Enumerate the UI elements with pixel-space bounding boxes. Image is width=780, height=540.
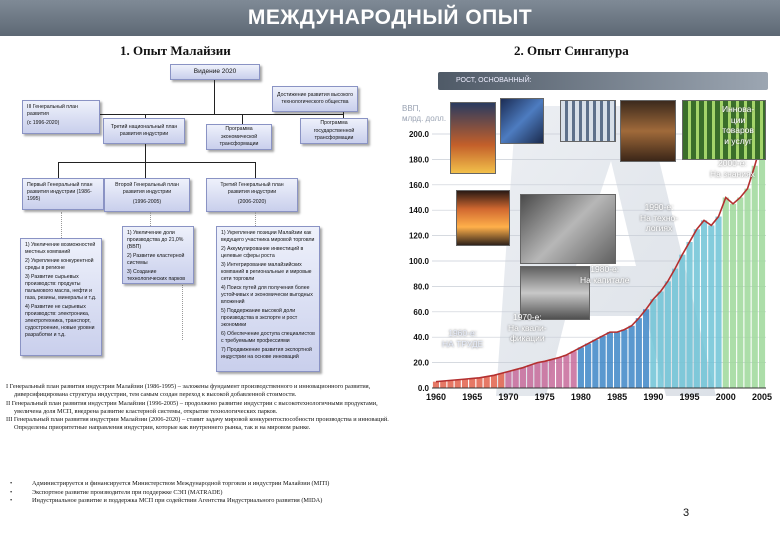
y-tick-label: 120.0 — [408, 231, 429, 241]
connector — [58, 162, 256, 163]
y-tick-label: 20.0 — [413, 358, 429, 368]
gdp-bar — [621, 330, 627, 388]
stage-line: фикации — [509, 333, 545, 344]
connector — [182, 280, 183, 340]
y-tick-label: 40.0 — [413, 333, 429, 343]
y-tick-label: 180.0 — [408, 155, 429, 165]
note-paragraph: I Генеральный план развития индустрии Малайзии (1986-1995) – заложены фундамент производственного и инновационного развития, диверсифицирована структура индустрии, тем самым создан переход к высокой добавленной стоимости. — [6, 383, 371, 399]
y-tick-label: 0.0 — [417, 384, 429, 393]
gdp-bar — [534, 363, 540, 388]
bullet-item: • Администрируется и финансируется Министерством Международной торговли и индустрии Малайзии (MITI) — [6, 480, 394, 488]
gdp-bar — [484, 377, 490, 388]
connector — [145, 162, 146, 178]
gp3-item: 3) Интегрирование малайзийских компаний в региональные и мировые сети торговли — [221, 262, 312, 283]
gdp-bar — [592, 340, 598, 388]
gdp-bar — [447, 380, 453, 388]
y-tick-label: 80.0 — [413, 282, 429, 292]
y-tick-label: 160.0 — [408, 180, 429, 190]
photo-technology — [500, 98, 544, 144]
gdp-bar — [614, 332, 620, 388]
bullet-item: • Экспортное развитие производителя при поддержке СЭП (MATRADE) — [6, 489, 394, 497]
connector — [255, 212, 256, 226]
note-paragraph: III Генеральный план развития индустрии Малайзии (2006-2020) – ставит задачу мировой конкурентоспособности производства и инноваций. Определены приоритетные направления индустрии, которые как внутреннего рынка, так и на мировом рынке. — [6, 416, 389, 432]
gdp-bar — [665, 281, 671, 388]
malaysia-notes — [6, 383, 394, 433]
plan-level-4-box — [300, 118, 368, 144]
gdp-bar — [701, 220, 707, 388]
x-tick-label: 1960 — [425, 392, 447, 402]
bullet-item: • Индустриальное развитие и поддержка МСП при содействии Агентства Индустриального развития (MIDA) — [6, 497, 394, 505]
plan-level-1-years: (с 1996-2020) — [27, 120, 60, 127]
stage-label-1990s — [640, 202, 678, 234]
y-tick-label: 200.0 — [408, 130, 429, 139]
gdp-bar — [578, 347, 584, 388]
y-tick-label: 100.0 — [408, 257, 429, 266]
gp3-item: 5) Поддержание высокой доли производства в экспорте и рост экономики — [221, 308, 298, 329]
stage-label-1960s — [442, 328, 483, 349]
gdp-bar — [715, 217, 721, 388]
photo-tech-lines — [560, 100, 616, 142]
x-tick-label: 1970 — [498, 392, 519, 402]
gdp-bar — [563, 355, 569, 388]
gdp-bar — [600, 336, 606, 388]
photo-factory — [520, 194, 616, 264]
singapore-section-title: 2. Опыт Сингапура — [514, 43, 629, 58]
gp3-label: Третий Генеральный план развития индустрии — [220, 182, 284, 196]
stage-line: ции — [730, 114, 746, 125]
stage-line: товаров — [722, 125, 754, 136]
x-tick-label: 1980 — [570, 392, 591, 402]
growth-banner: РОСТ, ОСНОВАННЫЙ: — [438, 72, 768, 90]
stage-line: На капитале — [580, 274, 630, 285]
gp3-item: 1) Укрепление позиции Малайзии как ведущего участника мировой торговли — [221, 230, 315, 244]
gp1-item: 2) Укрепление конкурентной среды в регионе — [25, 258, 94, 272]
gp1-item: 1) Увеличение возможностей местных компаний — [25, 242, 96, 256]
gdp-bar — [455, 380, 461, 388]
connector — [214, 80, 215, 114]
gdp-bar — [752, 166, 758, 388]
stage-line: и услуг — [724, 135, 753, 146]
gdp-bar — [730, 204, 736, 388]
gdp-bar — [549, 359, 555, 388]
stage-line: На знаниях — [710, 168, 755, 179]
stage-line: На техно- — [640, 212, 679, 223]
gp1-item: 3) Развитие сырьевых производств: продукты пальмового масла, нефти и газа, резины, минералы и т.д. — [25, 274, 97, 302]
gdp-bar — [636, 318, 642, 388]
malaysia-section-title: 1. Опыт Малайзии — [120, 43, 231, 58]
gdp-bar — [686, 242, 692, 388]
stage-label-2000s — [710, 158, 755, 179]
plan-level-3-label: Программа экономической трансформации — [219, 126, 259, 147]
gp1-label: Первый Генеральный план развития индустрии (1986-1995) — [27, 182, 93, 203]
y-tick-label: 60.0 — [413, 307, 429, 317]
plan-level-2-label: Третий национальный план развития индустрии — [110, 123, 178, 137]
gdp-bar — [694, 229, 700, 388]
connector — [58, 114, 344, 115]
stage-line: 1970-е: — [512, 312, 542, 322]
stage-line: Иннова- — [722, 104, 755, 114]
connector — [242, 114, 243, 124]
gdp-bar — [556, 358, 562, 388]
gp2-item: 3) Создание технологических парков — [127, 269, 186, 283]
gdp-bar — [527, 365, 533, 388]
stage-line: НА ТРУДЕ — [442, 338, 484, 349]
x-tick-label: 1975 — [534, 392, 555, 402]
gp2-years: (1996-2005) — [132, 198, 162, 205]
gdp-bar — [708, 225, 714, 388]
gdp-bar — [723, 198, 729, 389]
x-tick-label: 1995 — [679, 392, 700, 402]
stage-line: На квали- — [508, 322, 547, 333]
photo-industry — [450, 102, 496, 174]
photo-hall — [620, 100, 676, 162]
gdp-bar — [520, 368, 526, 388]
gp1-item: 4) Развитие не сырьевых производств: электроника, электротехника, транспорт, судостроение, новые уровни разработки и т.д. — [25, 304, 95, 339]
gp2-item: 1) Увеличение доли производства до 21,0% (ВВП) — [127, 230, 184, 251]
gp3-years: (2006-2020) — [237, 198, 267, 205]
gp3-box — [206, 178, 298, 212]
stage-line: 1960-е: — [448, 328, 478, 338]
plan-level-4-label: Программа государственной трансформации — [313, 120, 355, 141]
plan-level-1-title: III Генеральный план развития — [27, 104, 78, 118]
goal-box — [272, 86, 358, 112]
x-tick-label: 1990 — [643, 392, 664, 402]
gdp-bar — [679, 255, 685, 388]
plan-level-1-box — [22, 100, 100, 134]
gdp-bar — [629, 326, 635, 388]
gdp-bar — [505, 371, 511, 388]
gdp-bar — [585, 344, 591, 388]
plan-level-2-box — [103, 118, 185, 144]
x-tick-label: 2005 — [751, 392, 773, 402]
gdp-bar — [672, 269, 678, 388]
gdp-bar — [650, 299, 656, 388]
gdp-bar — [462, 379, 468, 388]
stage-label-1970s — [508, 312, 547, 344]
gp2-label: Второй Генеральный план развития индустрии — [115, 182, 179, 196]
gp3-item: 6) Обеспечение доступа специалистов с требуемыми профессиями — [221, 331, 315, 345]
x-tick-label: 1985 — [607, 392, 628, 402]
x-tick-label: 2000 — [715, 392, 736, 402]
connector — [58, 162, 59, 178]
connector — [145, 144, 146, 162]
stage-line: 2000-е: — [718, 158, 747, 168]
photo-workers — [456, 190, 510, 246]
malaysia-bullets — [6, 480, 394, 506]
stage-label-innovation — [722, 104, 754, 147]
gdp-bar — [498, 373, 504, 388]
x-tick-label: 1965 — [462, 392, 483, 402]
goal-label: Достижение развития высокого технологического общества — [277, 91, 353, 105]
gdp-bar — [737, 198, 743, 389]
gdp-bar — [759, 140, 765, 388]
ylabel-line: ВВП, — [402, 104, 421, 113]
gdp-bar — [542, 361, 548, 388]
gp2-box — [104, 178, 190, 212]
gdp-bar — [469, 378, 475, 388]
page-title: МЕЖДУНАРОДНЫЙ ОПЫТ — [247, 6, 533, 29]
gp2-item: 2) Развитие кластерной системы — [127, 253, 185, 267]
stage-line: 1990-е: — [644, 202, 674, 212]
connector — [255, 162, 256, 178]
stage-line: логиях — [645, 223, 673, 234]
gp3-items-box — [216, 226, 320, 372]
gdp-bar — [571, 351, 577, 388]
vision-label: Видение 2020 — [193, 67, 237, 75]
gp3-item: 4) Поиск путей для получения более устойчивых и экономически выгодных вложений — [221, 285, 313, 306]
gdp-bar — [513, 370, 519, 388]
gdp-bar — [643, 309, 649, 388]
plan-level-3-box — [206, 124, 272, 150]
gp2-items-box — [122, 226, 194, 284]
gp3-item: 2) Аккумулирование инвестиций в целевые сферы роста — [221, 246, 304, 260]
gdp-bar — [476, 378, 482, 388]
ylabel-line: млрд. долл. — [402, 114, 447, 123]
y-tick-label: 140.0 — [408, 206, 429, 216]
gdp-bar — [657, 291, 663, 388]
gp1-box — [22, 178, 104, 210]
connector — [61, 212, 62, 238]
note-paragraph: II Генеральный план развития индустрии Малайзии (1996-2005) – продолжено развитие индустрии с высокотехнологичными продуктами, увеличена доля МСП, внедрена развитие кластерной системы, открытие технологических парков. — [6, 399, 378, 415]
stage-line: 1980-е: — [590, 264, 620, 274]
stage-label-1980s — [580, 264, 629, 285]
gdp-bar — [491, 375, 497, 388]
chart-ylabel — [402, 104, 446, 124]
gdp-bar — [744, 189, 750, 388]
gp3-item: 7) Продвижение развития экспортной индустрии на основе инноваций — [221, 347, 312, 361]
gdp-bar — [440, 381, 446, 388]
gdp-bar — [607, 332, 613, 388]
connector — [150, 212, 151, 226]
gdp-bar — [433, 382, 439, 388]
gp1-items-box — [20, 238, 102, 356]
page-number: 3 — [683, 507, 690, 519]
vision-2020-box — [170, 64, 260, 80]
